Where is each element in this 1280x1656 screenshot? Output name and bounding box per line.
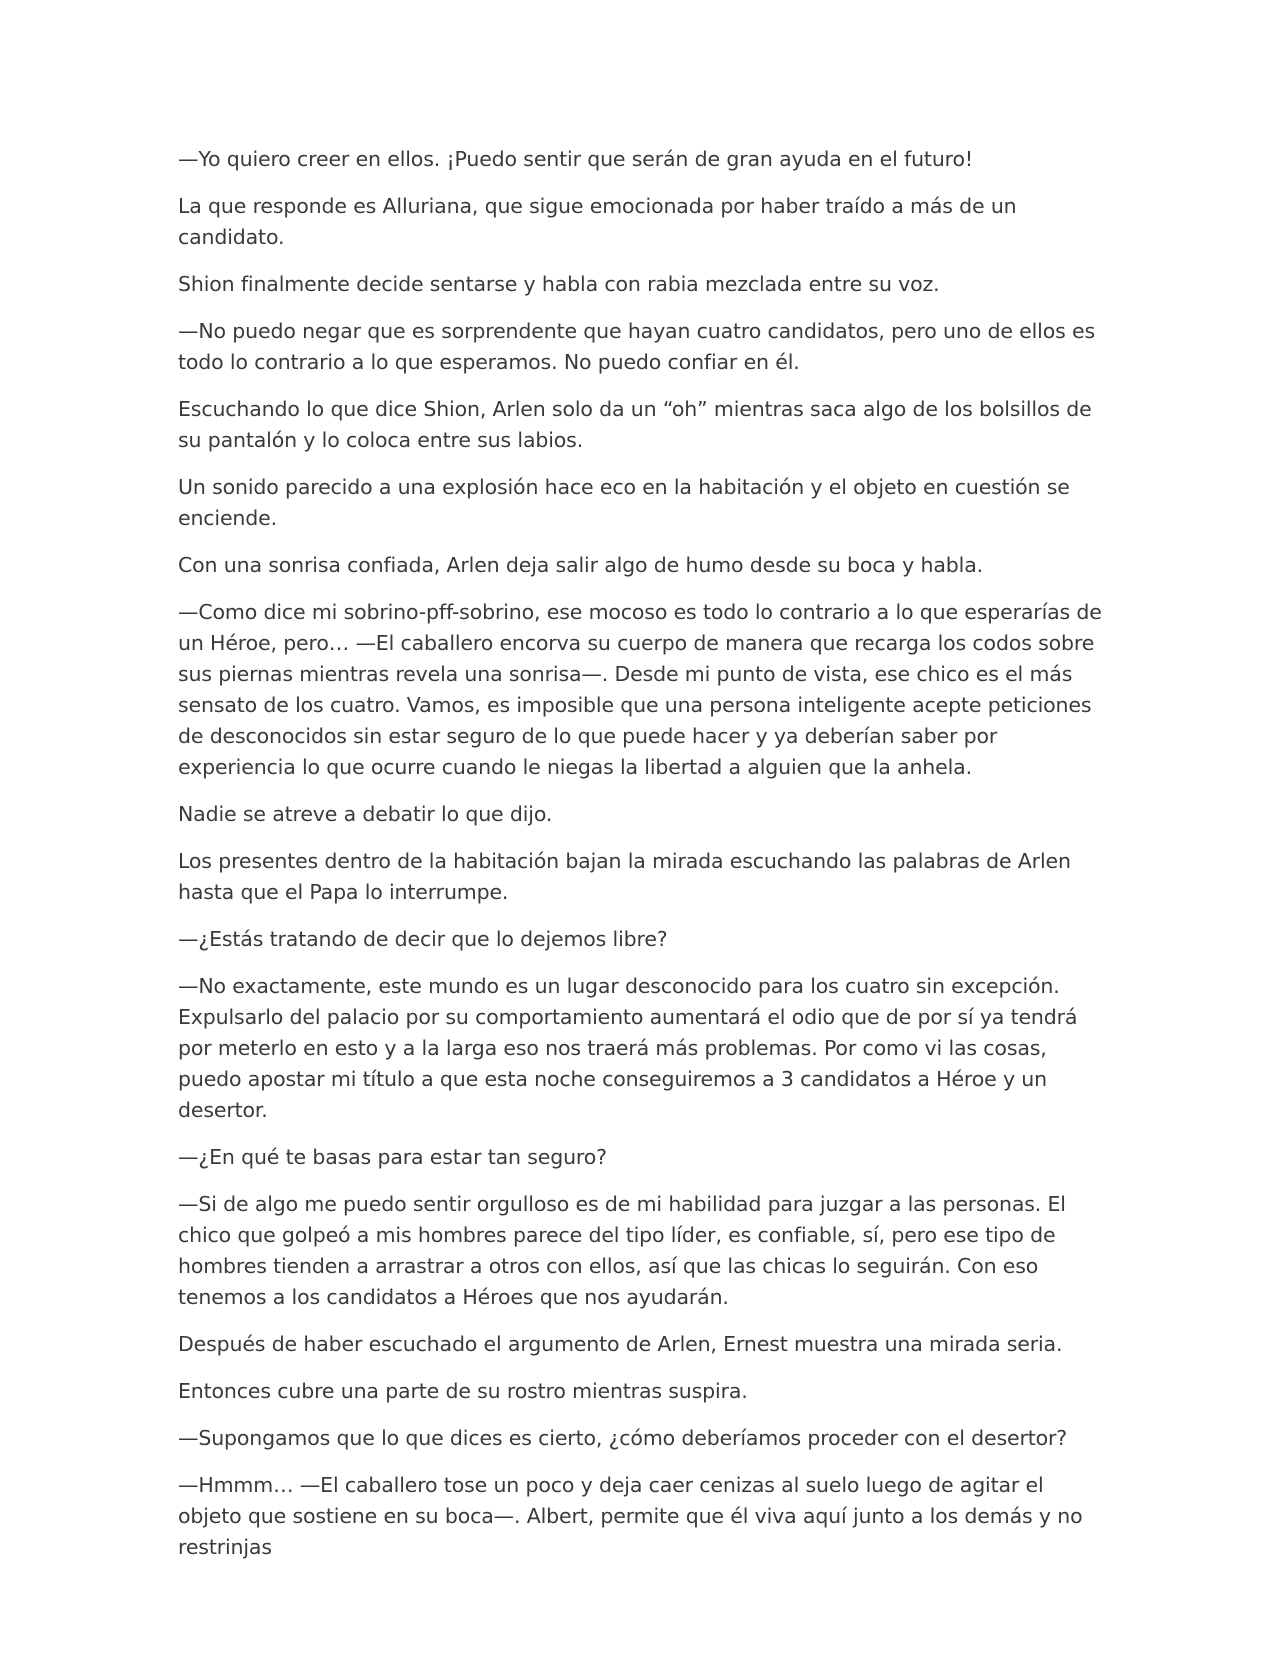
body-text (178, 144, 1102, 1579)
paragraph: —No puedo negar que es sorprendente que hayan cuatro candidatos, pero uno de ellos es todo lo contrario a lo que esperamos. No puedo confiar en él. (178, 319, 1096, 374)
paragraph: Entonces cubre una parte de su rostro mientras suspira. (178, 1379, 748, 1403)
paragraph: Después de haber escuchado el argumento de Arlen, Ernest muestra una mirada seria. (178, 1332, 1063, 1356)
paragraph: —Si de algo me puedo sentir orgulloso es de mi habilidad para juzgar a las personas. El chico que golpeó a mis hombres parece del tipo líder, es confiable, sí, pero ese tipo de hombres tienden a arrastrar a otros con ellos, así que las chicas lo seguirán. Con eso tenemos a los candidatos a Héroes que nos ayudarán. (178, 1192, 1066, 1309)
paragraph: —Como dice mi sobrino-pff-sobrino, ese mocoso es todo lo contrario a lo que esperarías de un Héroe, pero… —El caballero encorva su cuerpo de manera que recarga los codos sobre sus piernas mientras revela una sonrisa—. Desde mi punto de vista, ese chico es el más sensato de los cuatro. Vamos, es imposible que una persona inteligente acepte peticiones de desconocidos sin estar seguro de lo que puede hacer y ya deberían saber por experiencia lo que ocurre cuando le niegas la libertad a alguien que la anhela. (178, 600, 1102, 779)
paragraph: Nadie se atreve a debatir lo que dijo. (178, 802, 553, 826)
paragraph: Escuchando lo que dice Shion, Arlen solo da un “oh” mientras saca algo de los bolsillos de su pantalón y lo coloca entre sus labios. (178, 397, 1092, 452)
paragraph: Los presentes dentro de la habitación bajan la mirada escuchando las palabras de Arlen hasta que el Papa lo interrumpe. (178, 849, 1071, 904)
paragraph: Un sonido parecido a una explosión hace eco en la habitación y el objeto en cuestión se enciende. (178, 475, 1070, 530)
paragraph: —Supongamos que lo que dices es cierto, ¿cómo deberíamos proceder con el desertor? (178, 1426, 1068, 1450)
paragraph: —Yo quiero creer en ellos. ¡Puedo sentir que serán de gran ayuda en el futuro! (178, 147, 973, 171)
paragraph: Shion finalmente decide sentarse y habla con rabia mezclada entre su voz. (178, 272, 940, 296)
paragraph: —Hmmm… —El caballero tose un poco y deja caer cenizas al suelo luego de agitar el objeto que sostiene en su boca—. Albert, permite que él viva aquí junto a los demás y no restrinjas (178, 1473, 1083, 1559)
paragraph: La que responde es Alluriana, que sigue emocionada por haber traído a más de un candidato. (178, 194, 1017, 249)
paragraph: Con una sonrisa confiada, Arlen deja salir algo de humo desde su boca y habla. (178, 553, 983, 577)
paragraph: —No exactamente, este mundo es un lugar desconocido para los cuatro sin excepción. Expulsarlo del palacio por su comportamiento aumentará el odio que de por sí ya tendrá por meterlo en esto y a la larga eso nos traerá más problemas. Por como vi las cosas, puedo apostar mi título a que esta noche conseguiremos a 3 candidatos a Héroe y un desertor. (178, 974, 1078, 1122)
paragraph: —¿En qué te basas para estar tan seguro? (178, 1145, 607, 1169)
paragraph: —¿Estás tratando de decir que lo dejemos libre? (178, 927, 668, 951)
